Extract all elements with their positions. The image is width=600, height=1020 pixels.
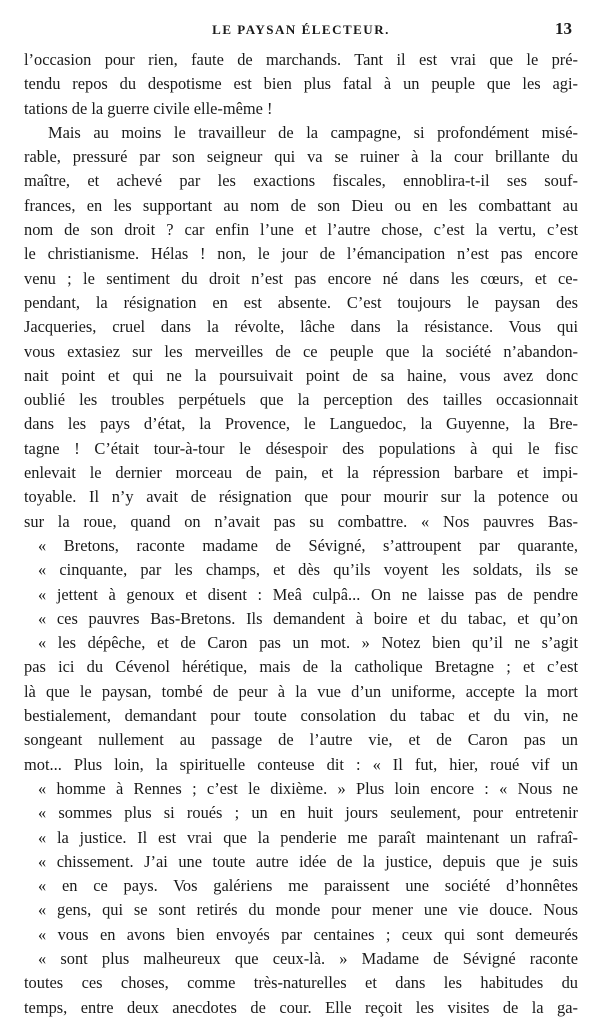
text-line: mot... Plus loin, la spirituelle conteuse dit : « Il fut, hier, roué vif un — [24, 754, 578, 774]
text-line: maître, et achevé par les exactions fiscales, ennoblira-t-il ses souf- — [24, 171, 578, 191]
text-line: temps, entre deux anecdotes de cour. Elle reçoit les visites de la ga- — [24, 997, 578, 1017]
page-number: 13 — [555, 19, 572, 38]
text-line: vous extasiez sur les merveilles de ce peuple que la société n’abandon- — [24, 341, 578, 361]
text-line: pas ici du Cévenol hérétique, mais de la catholique Bretagne ; et c’est — [24, 657, 578, 677]
text-line: songeant nullement au passage de l’autre vie, et de Caron pas un — [24, 730, 578, 750]
text-line: « vous en avons bien envoyés par centaines ; ceux qui sont demeurés — [38, 924, 578, 944]
text-line: toyable. Il n’y avait de résignation que pour mourir sur la potence ou — [24, 487, 578, 507]
text-line: venu ; le sentiment du droit n’est pas encore né dans les cœurs, et ce- — [24, 268, 578, 288]
text-line: tagne ! C’était tour-à-tour le désespoir des populations à qui le fisc — [24, 438, 578, 458]
text-line: « sommes plus si roués ; un en huit jours seulement, pour entretenir — [38, 803, 578, 823]
text-line: toutes ces choses, comme très-naturelles et dans les habitudes du — [24, 973, 578, 993]
text-line: « cinquante, par les champs, et dès qu’ils voyent les soldats, ils se — [38, 560, 578, 580]
text-line: « gens, qui se sont retirés du monde pour mener une vie douce. Nous — [38, 900, 578, 920]
text-line: « chissement. J’ai une toute autre idée de la justice, depuis que je suis — [38, 851, 578, 871]
text-line: rable, pressuré par son seigneur qui va se ruiner à la cour brillante du — [24, 147, 578, 167]
body-text — [24, 48, 578, 1020]
text-line: « homme à Rennes ; c’est le dixième. » Plus loin encore : « Nous ne — [38, 778, 578, 798]
text-line: « Bretons, raconte madame de Sévigné, s’attroupent par quarante, — [38, 535, 578, 555]
text-line: bestialement, demandant pour toute consolation du tabac et du vin, ne — [24, 706, 578, 726]
text-line: « la justice. Il est vrai que la penderie me paraît maintenant un rafraî- — [38, 827, 578, 847]
text-line: le christianisme. Hélas ! non, le jour de l’émancipation n’est pas encore — [24, 244, 578, 264]
text-line: pendant, la résignation en est absente. C’est toujours le paysan des — [24, 292, 578, 312]
text-line: frances, en les supportant au nom de son Dieu ou en les combattant au — [24, 195, 578, 215]
text-line: l’occasion pour rien, faute de marchands. Tant il est vrai que le pré- — [24, 50, 578, 69]
text-line: « sont plus malheureux que ceux-là. » Madame de Sévigné raconte — [38, 948, 578, 968]
text-line: « les dépêche, et de Caron pas un mot. » Notez bien qu’il ne s’agit — [38, 633, 578, 653]
text-line: nom de son droit ? car enfin l’une et l’autre chose, c’est la vertu, c’est — [24, 220, 578, 240]
text-line: « ces pauvres Bas-Bretons. Ils demandent à boire et du tabac, et qu’on — [38, 608, 578, 628]
text-line: « en ce pays. Vos galériens me paraissent une société d’honnêtes — [38, 876, 578, 896]
running-title: LE PAYSAN ÉLECTEUR. — [212, 22, 390, 37]
text-line: enlevait le dernier morceau de pain, et la répression barbare et impi- — [24, 463, 578, 483]
text-line: « jettent à genoux et disent : Meâ culpâ... On ne laisse pas de pendre — [38, 584, 578, 604]
text-line: là que le paysan, tombé de peur à la vue d’un uniforme, accepte la mort — [24, 681, 578, 701]
text-line: nait point et qui ne la poursuivait point de sa haine, vous avez donc — [24, 365, 578, 385]
text-line: dans les pays d’état, la Provence, le Languedoc, la Guyenne, la Bre- — [24, 414, 578, 434]
text-line: tendu repos du despotisme est bien plus fatal à un peuple que les agi- — [24, 74, 578, 94]
text-line: Mais au moins le travailleur de la campagne, si profondément misé- — [48, 122, 578, 142]
text-line: tations de la guerre civile elle-même ! — [24, 98, 273, 118]
text-line: sur la roue, quand on n’avait pas su combattre. « Nos pauvres Bas- — [24, 511, 578, 531]
text-line: oublié les troubles perpétuels que la perception des tailles occasionnait — [24, 390, 578, 410]
page-header — [24, 19, 578, 48]
text-line: Jacqueries, cruel dans la révolte, lâche dans la résistance. Vous qui — [24, 317, 578, 337]
